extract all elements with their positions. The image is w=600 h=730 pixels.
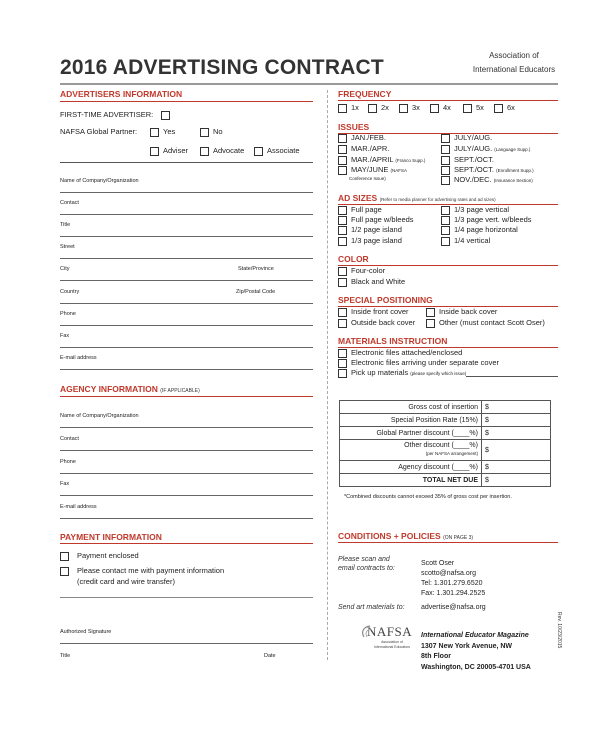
special-rate-input[interactable]: $ xyxy=(482,414,551,427)
partner-yes-checkbox[interactable] xyxy=(150,128,159,137)
size-third-vertical[interactable]: 1/3 page vertical xyxy=(441,205,509,215)
advertisers-heading: ADVERTISERS INFORMATION xyxy=(60,89,183,99)
special-heading: SPECIAL POSITIONING xyxy=(338,295,433,305)
issue-may-june[interactable]: MAY/JUNE (NAFSA xyxy=(338,165,407,175)
partner-adviser-option[interactable]: Adviser xyxy=(150,146,188,156)
payment-contact-checkbox[interactable] xyxy=(60,567,69,576)
payment-divider xyxy=(60,597,313,598)
size-full-page[interactable]: Full page xyxy=(338,205,382,215)
ad-sizes-heading: AD SIZES (Refer to media planner for advertising rates and ad sizes) xyxy=(338,193,496,203)
agency-discount-input[interactable]: $ xyxy=(482,461,551,474)
size-quarter-vertical[interactable]: 1/4 vertical xyxy=(441,236,490,246)
materials-pickup[interactable]: Pick up materials (please specify which issue) xyxy=(338,368,466,378)
city-field[interactable]: City xyxy=(60,266,313,281)
issue-sept-oct[interactable]: SEPT./OCT. xyxy=(441,155,494,165)
special-outside-back[interactable]: Outside back cover xyxy=(338,318,415,328)
other-discount-input[interactable]: $ xyxy=(482,440,551,461)
agency-phone-field[interactable]: Phone xyxy=(60,459,313,474)
zip-label: Zip/Postal Code xyxy=(236,289,276,295)
size-full-page-bleeds[interactable]: Full page w/bleeds xyxy=(338,215,414,225)
cost-row-agency: Agency discount (____%) $ xyxy=(340,461,551,474)
frequency-4x[interactable]: 4x xyxy=(430,103,451,113)
advertisers-rule xyxy=(60,101,313,102)
header-rule xyxy=(60,83,558,85)
materials-separate[interactable]: Electronic files arriving under separate cover xyxy=(338,358,499,368)
revision-code: Rev. 10/23/2015 xyxy=(556,612,562,649)
cost-row-total: TOTAL NET DUE $ xyxy=(340,474,551,487)
payment-heading: PAYMENT INFORMATION xyxy=(60,532,162,542)
size-third-island[interactable]: 1/3 page island xyxy=(338,236,402,246)
total-net-input[interactable]: $ xyxy=(482,474,551,487)
frequency-5x[interactable]: 5x xyxy=(463,103,484,113)
conditions-heading: CONDITIONS + POLICIES (ON PAGE 3) xyxy=(338,531,474,541)
issue-jan-feb[interactable]: JAN./FEB. xyxy=(338,133,386,143)
agency-email-field[interactable]: E-mail address xyxy=(60,504,313,519)
cost-row-partner: Global Partner discount (____%) $ xyxy=(340,427,551,440)
issue-conference-note: Conference Issue) xyxy=(349,176,386,181)
contact-name: Scott Oser xyxy=(421,560,455,567)
fax-field[interactable]: Fax xyxy=(60,333,313,348)
send-materials-label: Send art materials to: xyxy=(338,604,405,611)
partner-associate-option[interactable]: Associate xyxy=(254,146,300,156)
association-name: Association of International Educators xyxy=(472,51,556,74)
cost-table xyxy=(339,400,551,487)
materials-attached[interactable]: Electronic files attached/enclosed xyxy=(338,348,462,358)
frequency-1x[interactable]: 1x xyxy=(338,103,359,113)
cost-row-special: Special Position Rate (15%) $ xyxy=(340,414,551,427)
color-black-white[interactable]: Black and White xyxy=(338,277,405,287)
first-time-checkbox[interactable] xyxy=(161,111,170,120)
phone-field[interactable]: Phone xyxy=(60,311,313,326)
nafsa-partner-label: NAFSA Global Partner: xyxy=(60,127,138,136)
mailing-address: International Educator Magazine 1307 New York Avenue, NW 8th Floor Washington, DC 20005-4701 USA xyxy=(421,632,531,671)
signature-title-label: Title xyxy=(60,653,71,659)
partner-no-checkbox[interactable] xyxy=(200,128,209,137)
payment-rule xyxy=(60,543,313,544)
contact-fax: Fax: 1.301.294.2525 xyxy=(421,590,486,597)
cost-row-other: Other discount (____%) (per NAFSA arrangement) $ xyxy=(340,440,551,461)
color-heading: COLOR xyxy=(338,254,369,264)
contact-block xyxy=(421,559,485,599)
first-time-row: FIRST-TIME ADVERTISER: xyxy=(60,110,174,120)
partner-no-option[interactable]: No xyxy=(200,127,223,137)
size-half-island[interactable]: 1/2 page island xyxy=(338,225,402,235)
agency-fax-field[interactable]: Fax xyxy=(60,481,313,496)
partner-advocate-option[interactable]: Advocate xyxy=(200,146,244,156)
cost-row-gross: Gross cost of insertion $ xyxy=(340,401,551,414)
state-label: State/Province xyxy=(238,266,274,272)
agency-rule xyxy=(60,396,313,397)
country-field[interactable]: Country xyxy=(60,289,313,304)
agency-heading: AGENCY INFORMATION (IF APPLICABLE) xyxy=(60,384,200,394)
agency-contact-field[interactable]: Contact xyxy=(60,436,313,451)
gross-cost-input[interactable]: $ xyxy=(482,401,551,414)
contact-tel: Tel: 1.301.279.6520 xyxy=(421,580,483,587)
advocate-checkbox[interactable] xyxy=(200,147,209,156)
special-inside-front[interactable]: Inside front cover xyxy=(338,307,409,317)
issue-jul-aug-language[interactable]: JULY/AUG. (Language Supp.) xyxy=(441,144,530,154)
contact-email[interactable]: scotto@nafsa.org xyxy=(421,570,476,577)
issue-mar-apr[interactable]: MAR./APR. xyxy=(338,144,389,154)
signature-field[interactable]: Authorized Signature xyxy=(60,629,313,644)
payment-enclosed-checkbox[interactable] xyxy=(60,552,69,561)
partner-yes-option[interactable]: Yes xyxy=(150,127,175,137)
color-four-color[interactable]: Four-color xyxy=(338,266,385,276)
title-field[interactable]: Title xyxy=(60,222,313,237)
issue-sept-oct-enrollment[interactable]: SEPT./OCT. (Enrollment Supp.) xyxy=(441,165,534,175)
email-field[interactable]: E-mail address xyxy=(60,355,313,370)
frequency-2x[interactable]: 2x xyxy=(368,103,389,113)
street-field[interactable]: Street xyxy=(60,244,313,259)
signature-date-label: Date xyxy=(264,653,276,659)
conditions-rule xyxy=(338,542,558,543)
scan-instructions: Please scan and email contracts to: xyxy=(338,556,395,572)
discount-footnote: *Combined discounts cannot exceed 35% of gross cost per insertion. xyxy=(344,494,512,500)
agency-company-field[interactable]: Name of Company/Organization xyxy=(60,413,313,428)
frequency-3x[interactable]: 3x xyxy=(399,103,420,113)
frequency-rule xyxy=(338,100,558,101)
frequency-6x[interactable]: 6x xyxy=(494,103,515,113)
logo-mark-icon xyxy=(360,624,372,638)
associate-checkbox[interactable] xyxy=(254,147,263,156)
frequency-heading: FREQUENCY xyxy=(338,89,392,99)
contact-field[interactable]: Contact xyxy=(60,200,313,215)
nafsa-logo: NAFSA Association of International Educators xyxy=(367,624,417,650)
partner-discount-input[interactable]: $ xyxy=(482,427,551,440)
advertisers-divider xyxy=(60,162,313,163)
materials-heading: MATERIALS INSTRUCTION xyxy=(338,336,448,346)
page-title: 2016 ADVERTISING CONTRACT xyxy=(60,56,384,79)
pickup-issue-line[interactable] xyxy=(466,376,558,377)
payment-enclosed-option[interactable]: Payment enclosed xyxy=(60,551,139,561)
payment-contact-option[interactable]: Please contact me with payment information xyxy=(60,566,224,576)
special-other[interactable]: Other (must contact Scott Oser) xyxy=(426,318,545,328)
issue-jul-aug[interactable]: JULY/AUG. xyxy=(441,133,492,143)
size-third-vertical-bleeds[interactable]: 1/3 page vert. w/bleeds xyxy=(441,215,532,225)
send-materials-email[interactable]: advertise@nafsa.org xyxy=(421,604,486,611)
issues-heading: ISSUES xyxy=(338,122,370,132)
special-inside-back[interactable]: Inside back cover xyxy=(426,307,497,317)
adviser-checkbox[interactable] xyxy=(150,147,159,156)
payment-contact-note: (credit card and wire transfer) xyxy=(77,577,175,586)
size-quarter-horizontal[interactable]: 1/4 page horizontal xyxy=(441,225,518,235)
issue-mar-april-franco[interactable]: MAR./APRIL (Franco Supp.) xyxy=(338,155,425,165)
company-field[interactable]: Name of Company/Organization xyxy=(60,178,313,193)
issue-nov-dec[interactable]: NOV./DEC. (Insurance Section) xyxy=(441,175,533,185)
column-divider xyxy=(327,90,328,660)
